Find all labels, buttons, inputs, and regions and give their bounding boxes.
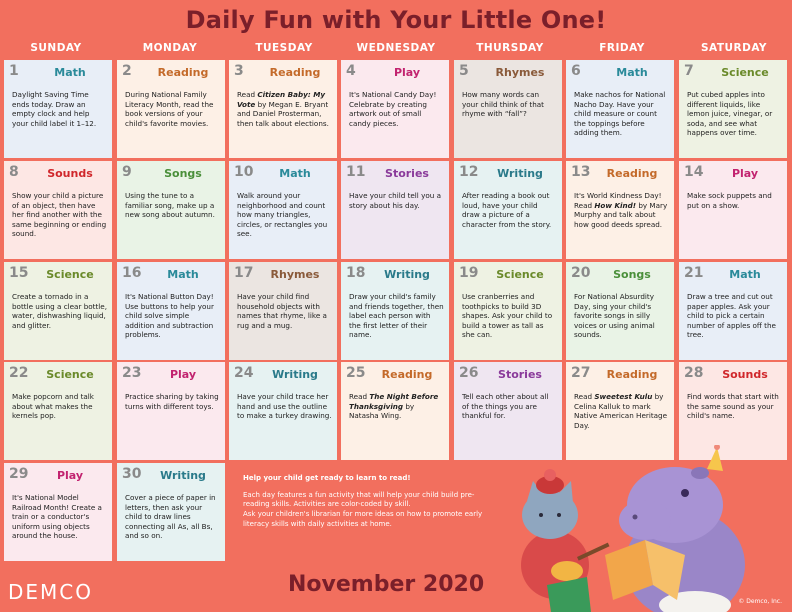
day-activity: Tell each other about all of the things you are thankful for. xyxy=(462,392,549,421)
day-activity: Make sock puppets and put on a show. xyxy=(687,191,772,210)
weekday-label: SATURDAY xyxy=(700,42,768,54)
day-activity: Using the tune to a familiar song, make up a new song about autumn. xyxy=(125,191,215,220)
day-cell xyxy=(4,262,112,360)
day-category: Math xyxy=(729,268,761,281)
month-label: November 2020 xyxy=(288,572,485,597)
day-number: 27 xyxy=(571,365,591,381)
day-activity: Cover a piece of paper in letters, then ask your child to draw lines connecting all As, all Bs, and so on. xyxy=(125,493,216,541)
day-cell xyxy=(566,262,674,360)
day-cell xyxy=(679,60,787,158)
day-activity: Create a tornado in a bottle using a clear bottle, water, dishwashing liquid, and glitter. xyxy=(12,292,108,330)
day-cell xyxy=(4,60,112,158)
day-category: Math xyxy=(167,268,199,281)
copyright-text: © Demco, Inc. xyxy=(738,598,782,605)
day-cell xyxy=(454,161,562,259)
day-number: 10 xyxy=(234,164,254,180)
day-number: 22 xyxy=(9,365,29,381)
day-cell xyxy=(229,60,337,158)
help-paragraph: Each day features a fun activity that will help your child build pre-reading skills. Activities are color-coded by skill. xyxy=(243,490,475,509)
day-activity: It's World Kindness Day! Read How Kind! by Mary Murphy and talk about how good deeds spread. xyxy=(574,191,668,229)
day-category: Math xyxy=(54,66,86,79)
day-activity: For National Absurdity Day, sing your child's favorite songs in silly voices or using animal sounds. xyxy=(574,292,655,340)
day-number: 14 xyxy=(684,164,704,180)
day-number: 4 xyxy=(346,63,356,79)
day-number: 29 xyxy=(9,466,29,482)
day-category: Sounds xyxy=(47,167,93,180)
day-activity: It's National Candy Day! Celebrate by creating artwork out of small candy pieces. xyxy=(349,90,437,128)
day-category: Writing xyxy=(272,368,318,381)
weekday-label: WEDNESDAY xyxy=(356,42,436,54)
day-activity: Read Citizen Baby: My Vote by Megan E. Bryant and Daniel Prosterman, then talk about elections. xyxy=(237,90,329,128)
day-category: Reading xyxy=(269,66,321,79)
day-number: 16 xyxy=(122,265,142,281)
day-category: Songs xyxy=(613,268,651,281)
day-number: 7 xyxy=(684,63,694,79)
weekday-label: THURSDAY xyxy=(476,42,544,54)
day-number: 9 xyxy=(122,164,132,180)
day-number: 18 xyxy=(346,265,366,281)
day-activity: Make nachos for National Nacho Day. Have your child measure or count the toppings before adding them. xyxy=(574,90,666,138)
day-cell xyxy=(117,262,225,360)
day-activity: Show your child a picture of an object, then have her find another with the same beginning or ending sound. xyxy=(12,191,107,239)
day-cell xyxy=(117,60,225,158)
day-activity: Read Sweetest Kulu by Celina Kalluk to mark Native American Heritage Day. xyxy=(574,392,668,430)
day-cell xyxy=(229,262,337,360)
day-number: 23 xyxy=(122,365,142,381)
day-cell xyxy=(4,161,112,259)
day-category: Writing xyxy=(384,268,430,281)
day-number: 1 xyxy=(9,63,19,79)
day-category: Sounds xyxy=(722,368,768,381)
help-paragraph: Ask your children's librarian for more ideas on how to promote early literacy skills with daily activities at home. xyxy=(243,509,483,528)
day-number: 13 xyxy=(571,164,591,180)
day-category: Writing xyxy=(497,167,543,180)
day-activity: Draw a tree and cut out paper apples. Ask your child to pick a certain number of apples off the tree. xyxy=(687,292,776,340)
day-cell xyxy=(679,262,787,360)
day-activity: After reading a book out loud, have your child draw a picture of a character from the story. xyxy=(462,191,552,229)
day-cell xyxy=(341,362,449,460)
day-activity: Make popcorn and talk about what makes the kernels pop. xyxy=(12,392,94,421)
day-number: 2 xyxy=(122,63,132,79)
day-cell xyxy=(341,60,449,158)
day-activity: Find words that start with the same sound as your child's name. xyxy=(687,392,779,421)
day-activity: Have your child trace her hand and use the outline to make a turkey drawing. xyxy=(237,392,332,421)
day-number: 30 xyxy=(122,466,142,482)
day-activity: Use cranberries and toothpicks to build 3D shapes. Ask your child to build a tower as tall as she can. xyxy=(462,292,553,340)
cat-hippo-illustration xyxy=(495,445,792,612)
help-text xyxy=(243,474,483,529)
day-cell xyxy=(566,161,674,259)
day-number: 28 xyxy=(684,365,704,381)
day-category: Songs xyxy=(164,167,202,180)
day-activity: Have your child find household objects with names that rhyme, like a rug and a mug. xyxy=(237,292,327,330)
day-cell xyxy=(4,463,112,561)
day-number: 11 xyxy=(346,164,366,180)
day-activity: It's National Button Day! Use buttons to help your child solve simple addition and subtraction problems. xyxy=(125,292,214,340)
day-category: Math xyxy=(616,66,648,79)
day-category: Play xyxy=(56,469,84,482)
day-activity: Daylight Saving Time ends today. Draw an empty clock and help your child label it 1–12. xyxy=(12,90,97,128)
day-number: 20 xyxy=(571,265,591,281)
weekday-label: FRIDAY xyxy=(599,42,645,54)
day-category: Play xyxy=(731,167,759,180)
day-activity: Draw your child's family and friends together, then label each person with the first letter of their name. xyxy=(349,292,444,340)
day-category: Math xyxy=(279,167,311,180)
day-cell xyxy=(117,463,225,561)
weekday-label: SUNDAY xyxy=(30,42,82,54)
day-cell xyxy=(679,161,787,259)
day-number: 3 xyxy=(234,63,244,79)
day-cell xyxy=(341,161,449,259)
day-number: 17 xyxy=(234,265,254,281)
day-category: Writing xyxy=(160,469,206,482)
weekday-label: MONDAY xyxy=(142,42,198,54)
day-category: Stories xyxy=(498,368,542,381)
day-category: Science xyxy=(46,368,94,381)
day-activity: Put cubed apples into different liquids, like lemon juice, vinegar, or soda, and see what happens over time. xyxy=(687,90,773,138)
day-number: 8 xyxy=(9,164,19,180)
day-cell xyxy=(454,60,562,158)
day-activity: During National Family Literacy Month, read the book versions of your child's favorite movies. xyxy=(125,90,214,128)
day-category: Reading xyxy=(606,167,658,180)
day-number: 5 xyxy=(459,63,469,79)
day-category: Play xyxy=(169,368,197,381)
day-activity: How many words can your child think of that rhyme with “fall”? xyxy=(462,90,544,119)
day-category: Stories xyxy=(385,167,429,180)
day-category: Reading xyxy=(381,368,433,381)
day-category: Reading xyxy=(606,368,658,381)
day-category: Rhymes xyxy=(495,66,545,79)
weekday-header xyxy=(0,42,792,56)
day-category: Rhymes xyxy=(270,268,320,281)
day-number: 25 xyxy=(346,365,366,381)
help-title: Help your child get ready to learn to read! xyxy=(243,474,411,482)
day-cell xyxy=(454,262,562,360)
day-cell xyxy=(341,262,449,360)
demco-logo: DEMCO xyxy=(8,580,93,604)
day-activity: Practice sharing by taking turns with different toys. xyxy=(125,392,219,411)
page-title: Daily Fun with Your Little One! xyxy=(185,6,607,34)
day-category: Reading xyxy=(157,66,209,79)
day-activity: Walk around your neighborhood and count how many triangles, circles, or rectangles you see. xyxy=(237,191,328,239)
day-cell xyxy=(117,362,225,460)
day-category: Science xyxy=(496,268,544,281)
day-activity: Read The Night Before Thanksgiving by Natasha Wing. xyxy=(349,392,439,421)
day-cell xyxy=(229,161,337,259)
day-cell xyxy=(229,362,337,460)
day-cell xyxy=(4,362,112,460)
day-number: 24 xyxy=(234,365,254,381)
day-activity: It's National Model Railroad Month! Create a train or a conductor's uniform using objects around the house. xyxy=(12,493,102,541)
day-cell xyxy=(566,60,674,158)
day-number: 19 xyxy=(459,265,479,281)
day-number: 26 xyxy=(459,365,479,381)
day-activity: Have your child tell you a story about his day. xyxy=(349,191,441,210)
day-category: Science xyxy=(46,268,94,281)
day-category: Play xyxy=(393,66,421,79)
weekday-label: TUESDAY xyxy=(255,42,313,54)
day-number: 15 xyxy=(9,265,29,281)
day-number: 21 xyxy=(684,265,704,281)
day-category: Science xyxy=(721,66,769,79)
day-cell xyxy=(117,161,225,259)
day-number: 12 xyxy=(459,164,479,180)
day-number: 6 xyxy=(571,63,581,79)
